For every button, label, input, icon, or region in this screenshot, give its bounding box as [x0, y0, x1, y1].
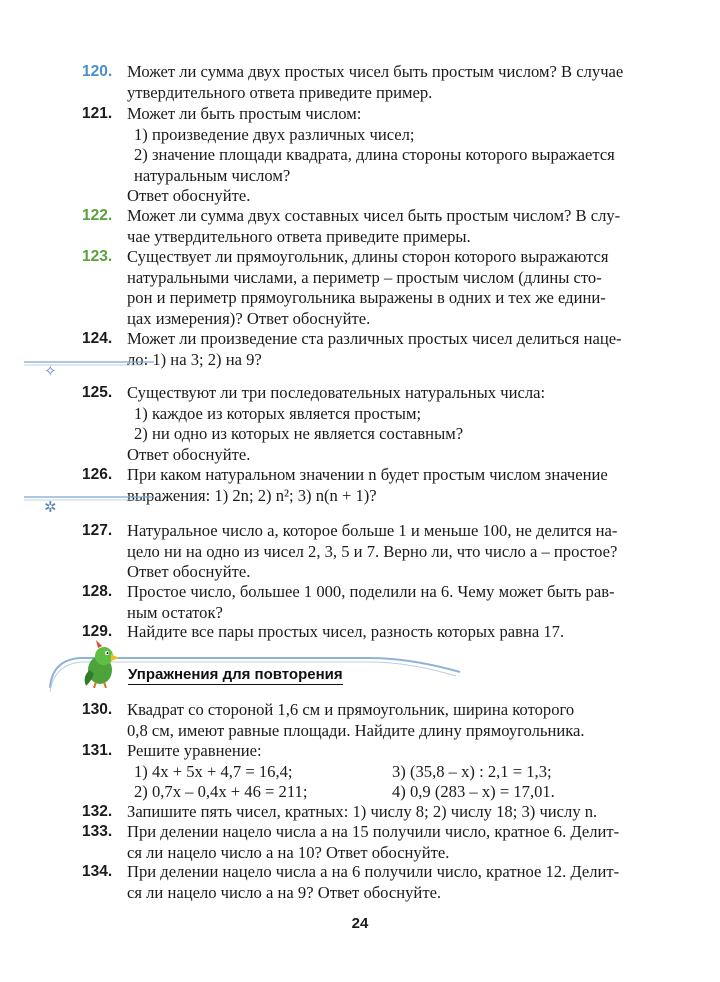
snowflake-star-icon: ✲	[44, 498, 57, 516]
exercise-text: Может ли сумма двух простых чисел быть простым числом? В случае	[127, 62, 624, 81]
exercise-text: Квадрат со стороной 1,6 см и прямоугольник, ширина которого	[127, 700, 575, 719]
exercise-134	[82, 862, 694, 903]
exercise-number: 127.	[82, 522, 113, 539]
equation: 4) 0,9 (283 – x) = 17,01.	[392, 782, 555, 801]
exercise-number: 120.	[82, 63, 113, 80]
exercise-text: ся ли нацело число a на 9? Ответ обоснуйте.	[127, 882, 442, 902]
exercise-126	[82, 465, 694, 506]
exercise-text: ло: 1) на 3; 2) на 9?	[127, 349, 262, 369]
diamond-star-icon: ✧	[44, 362, 57, 380]
exercise-text: Существует ли прямоугольник, длины сторон которого выражаются	[127, 247, 609, 266]
exercise-text: При каком натуральном значении n будет простым числом значение	[127, 465, 608, 484]
exercise-text: 1) каждое из которых является простым;	[134, 403, 422, 423]
exercise-text: Существуют ли три последовательных натуральных числа:	[127, 383, 546, 402]
section-title: Упражнения для повторения	[128, 666, 343, 683]
exercise-number: 130.	[82, 701, 113, 718]
exercise-text: 1) произведение двух различных чисел;	[134, 124, 415, 144]
exercise-text: Может ли сумма двух составных чисел быть простым числом? В слу-	[127, 206, 621, 225]
equation: 1) 4x + 5x + 4,7 = 16,4;	[134, 761, 293, 781]
exercise-text: Найдите все пары простых чисел, разность которых равна 17.	[127, 622, 565, 641]
exercise-text: ся ли нацело число a на 10? Ответ обоснуйте.	[127, 842, 450, 862]
exercise-text: Может ли произведение ста различных простых чисел делиться наце-	[127, 329, 622, 348]
exercise-text: 0,8 см, имеют равные площади. Найдите длину прямоугольника.	[127, 720, 585, 740]
exercise-127	[82, 521, 694, 583]
exercise-text: При делении нацело числа a на 6 получили число, кратное 12. Делит-	[127, 862, 620, 881]
exercise-number: 129.	[82, 623, 113, 640]
exercise-text: натуральными числами, а периметр – простым числом (длины сто-	[127, 267, 602, 287]
exercise-number: 123.	[82, 248, 113, 265]
exercise-text: Ответ обоснуйте.	[127, 562, 251, 581]
page-number: 24	[351, 915, 369, 932]
equation: 2) 0,7x – 0,4x + 46 = 211;	[134, 782, 308, 801]
exercise-text: выражения: 1) 2n; 2) n²; 3) n(n + 1)?	[127, 485, 377, 505]
exercise-text: утвердительного ответа приведите пример.	[127, 82, 433, 102]
exercise-text: цах измерения)? Ответ обоснуйте.	[127, 308, 371, 328]
exercise-text: рон и периметр прямоугольника выражены в одних и тех же едини-	[127, 288, 606, 307]
exercise-text: чае утвердительного ответа приведите примеры.	[127, 226, 471, 246]
exercise-text: 2) значение площади квадрата, длина стороны которого выражается	[134, 145, 615, 164]
exercise-123	[82, 247, 694, 329]
exercise-number: 124.	[82, 330, 113, 347]
exercise-124	[82, 329, 694, 370]
exercise-number: 125.	[82, 384, 113, 401]
exercise-121	[82, 104, 694, 207]
exercise-text: цело ни на одно из чисел 2, 3, 5 и 7. Верно ли, что число a – простое?	[127, 541, 618, 561]
exercise-133	[82, 822, 694, 863]
exercise-131	[82, 741, 694, 803]
exercise-number: 131.	[82, 742, 113, 759]
exercise-text: натуральным числом?	[134, 165, 291, 185]
exercise-number: 134.	[82, 863, 113, 880]
exercise-132	[82, 802, 694, 823]
exercise-130	[82, 700, 694, 741]
exercise-129	[82, 622, 694, 643]
exercise-number: 132.	[82, 803, 113, 820]
exercise-number: 122.	[82, 207, 113, 224]
exercise-text: При делении нацело числа a на 15 получили число, кратное 6. Делит-	[127, 822, 620, 841]
exercise-text: ным остаток?	[127, 602, 223, 622]
equation: 3) (35,8 – x) : 2,1 = 1,3;	[392, 761, 552, 781]
exercise-text: Запишите пять чисел, кратных: 1) числу 8; 2) числу 18; 3) числу n.	[127, 802, 598, 821]
equation-row	[127, 782, 694, 803]
exercise-text: Натуральное число a, которое больше 1 и меньше 100, не делится на-	[127, 521, 618, 540]
exercise-number: 128.	[82, 583, 113, 600]
exercise-120	[82, 62, 694, 103]
exercise-text: Простое число, большее 1 000, поделили на 6. Чему может быть рав-	[127, 582, 615, 601]
exercise-text: Ответ обоснуйте.	[127, 444, 251, 464]
exercise-122	[82, 206, 694, 247]
exercise-number: 126.	[82, 466, 113, 483]
exercise-128	[82, 582, 694, 623]
exercise-125	[82, 383, 694, 465]
exercise-number: 121.	[82, 105, 113, 122]
parrot-mascot-icon	[78, 640, 122, 688]
exercise-text: Может ли быть простым числом:	[127, 104, 362, 123]
exercise-text: 2) ни одно из которых не является составным?	[134, 424, 464, 443]
exercise-text: Ответ обоснуйте.	[127, 186, 251, 205]
exercise-number: 133.	[82, 823, 113, 840]
equation-row	[127, 762, 694, 783]
exercise-text: Решите уравнение:	[127, 741, 262, 760]
